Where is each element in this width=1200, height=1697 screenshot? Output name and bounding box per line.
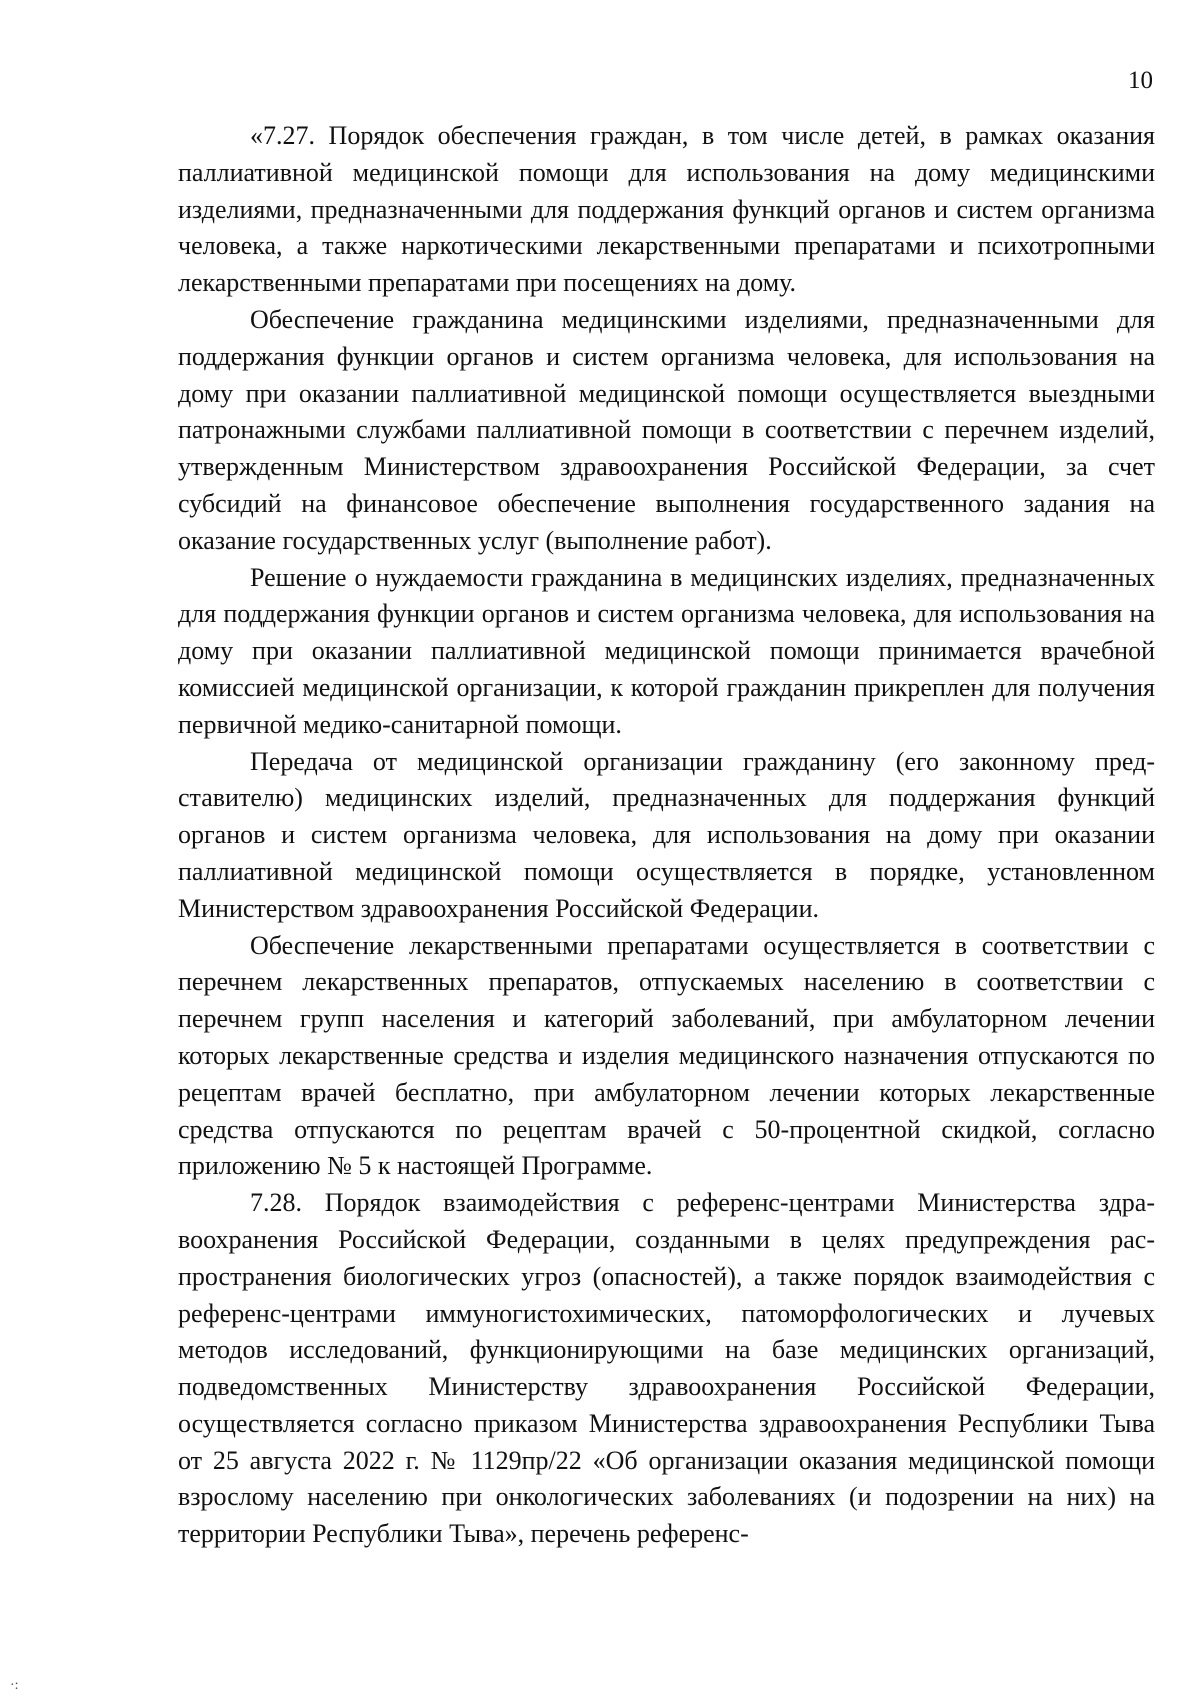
paragraph-need-decision: Решение о нуждаемости гражданина в медицинских изделиях, предназначенных для поддержания функции органов и систем организма человека, для использования на дому при оказании паллиативной медицинской помощи принимается врачебной комиссией медицинской организации, к которой гражданин прикреплен для получения первичной медико-санитарной помощи. xyxy=(178,562,1155,739)
paragraph-medical-devices-provision: Обеспечение гражданина медицинскими изделиями, предназначенными для поддержания функции органов и систем организма человека, для использования на дому при оказании паллиативной медицинской помощи осуществляется выездными патронажными службами паллиативной помощи в соответствии с перечнем изделий, утвержденным Министерством здравоохранения Российской Федерации, за счет субсидий на финансовое обеспечение выполнения государственного задания на оказание государственных услуг (выполнение работ). xyxy=(178,304,1155,555)
paragraph-7-28-reference-centers: 7.28. Порядок взаимодействия с референс-центрами Министерства здравоохранения Российской Федерации, созданными в целях предупреждения распространения биологических угроз (опасностей), а также порядок взаимодействия с референс-центрами иммуногистохимических, патоморфологических и лучевых методов исследований, функционирующими на базе медицинских организаций, подведомственных Министерству здравоохранения Российской Федерации, осуществляется согласно приказом Министерства здравоохранения Республики Тыва от 25 августа 2022 г. № 1129пр/22 «Об организации оказания медицинской помощи взрослому населению при онкологических заболеваниях (и подозрении на них) на территории Республики Тыва», перечень референс- xyxy=(178,1188,1155,1549)
paragraph-drug-provision: Обеспечение лекарственными препаратами осуществляется в соответствии с перечнем лекарственных препаратов, отпускаемых населению в соответствии с перечнем групп населения и категорий заболеваний, при амбулаторном лечении которых лекарственные средства и изделия медицинского назначения отпускаются по рецептам врачей бесплатно, при амбулаторном лечении которых лекарственные средства отпускаются по рецептам врачей с 50-процентной скидкой, согласно приложению № 5 к настоящей Программе. xyxy=(178,930,1155,1181)
paragraph-7-27-heading: «7.27. Порядок обеспечения граждан, в том числе детей, в рамках оказания паллиативной медицинской помощи для использования на дому медицинскими изделиями, предназначенными для поддержания функций органов и систем организма человека, а также наркотическими лекарственными препаратами и психотропными лекарственными препаратами при посещениях на дому. xyxy=(178,121,1155,298)
page-number: 10 xyxy=(1128,67,1153,94)
document-body xyxy=(178,118,1155,1553)
paragraph-device-transfer: Передача от медицинской организации гражданину (его законному представителю) медицинских изделий, предназначенных для поддержания функций органов и систем организма человека, для использования на дому при оказании паллиативной медицинской помощи осуществляется в порядке, установленном Министерством здравоохранения Российской Федерации. xyxy=(178,746,1155,923)
scan-artifact-mark: ·: xyxy=(10,1678,19,1693)
